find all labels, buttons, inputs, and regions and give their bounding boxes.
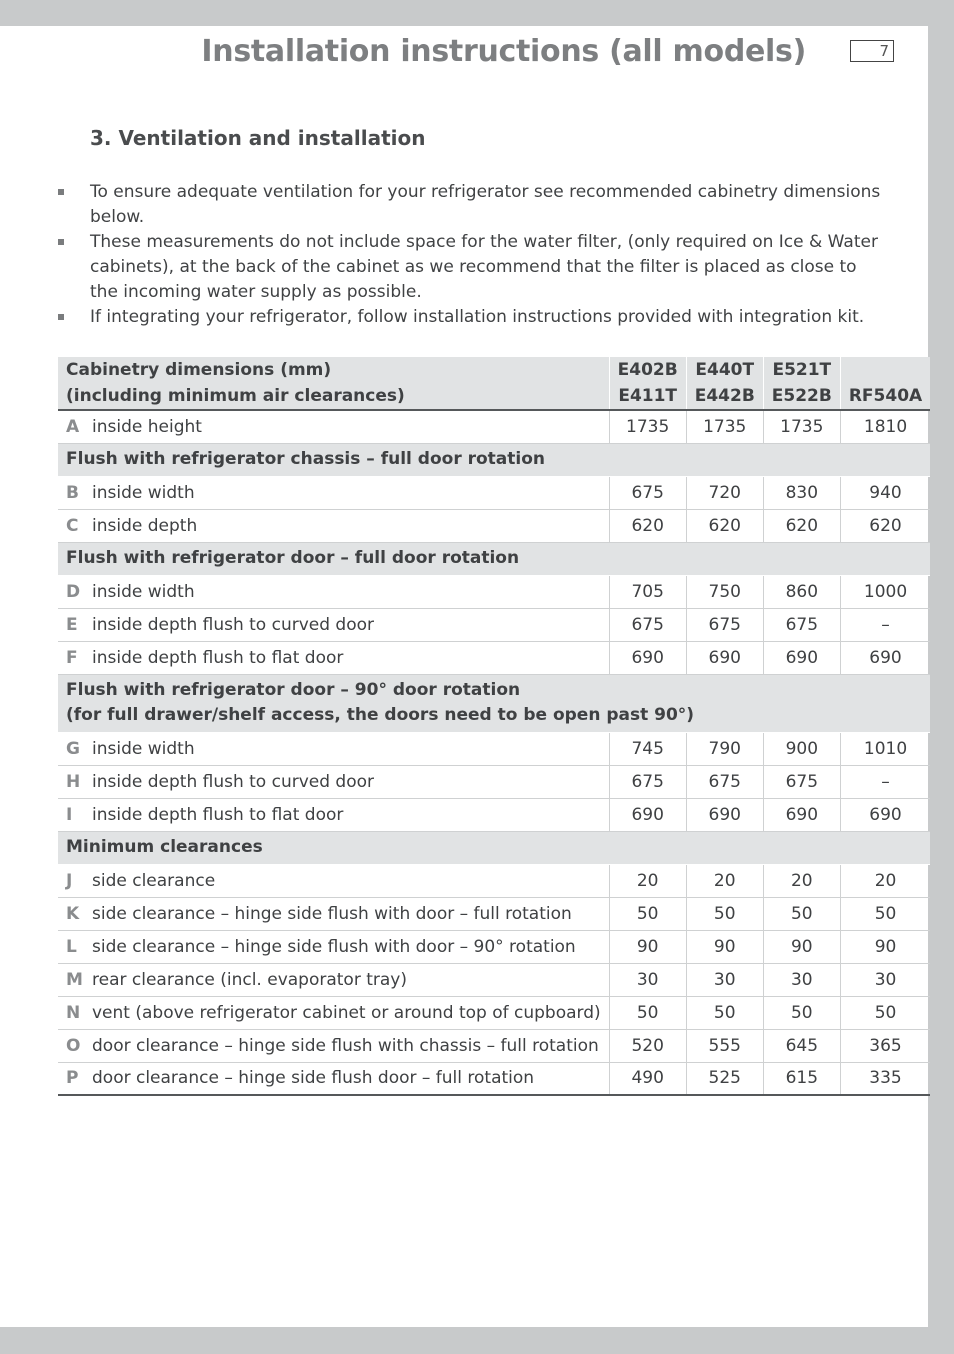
value-cell: 335 xyxy=(840,1062,930,1095)
table-row xyxy=(58,996,930,1029)
value-cell: 1000 xyxy=(840,575,930,608)
row-label: inside width xyxy=(92,738,195,759)
table-row xyxy=(58,864,930,897)
value-cell: 860 xyxy=(763,575,840,608)
value-cell: 525 xyxy=(686,1062,763,1095)
value-cell: 20 xyxy=(686,864,763,897)
value-cell: 830 xyxy=(763,476,840,509)
table-row xyxy=(58,732,930,765)
value-cell: 20 xyxy=(840,864,930,897)
table-row xyxy=(58,798,930,831)
row-label-cell xyxy=(58,641,609,674)
value-cell: 690 xyxy=(686,641,763,674)
table-row xyxy=(58,476,930,509)
row-label-cell xyxy=(58,575,609,608)
value-cell: 90 xyxy=(609,930,686,963)
section-heading xyxy=(58,831,930,864)
value-cell: 620 xyxy=(840,509,930,542)
row-letter: J xyxy=(66,870,73,891)
column-header-e402b xyxy=(609,357,686,410)
table-header-label xyxy=(58,357,609,410)
value-cell: 490 xyxy=(609,1062,686,1095)
table-row xyxy=(58,575,930,608)
value-cell: 30 xyxy=(609,963,686,996)
row-letter: H xyxy=(66,771,81,792)
value-cell: 620 xyxy=(763,509,840,542)
column-model-1: E521T xyxy=(772,360,832,380)
value-cell: 690 xyxy=(840,641,930,674)
row-label-cell xyxy=(58,732,609,765)
bullet-square-icon xyxy=(58,314,64,320)
value-cell: 620 xyxy=(609,509,686,542)
value-cell: 30 xyxy=(686,963,763,996)
value-cell: 690 xyxy=(763,798,840,831)
row-label: inside height xyxy=(92,416,202,437)
value-cell: 645 xyxy=(763,1029,840,1062)
column-header-e521t xyxy=(763,357,840,410)
bullet-text: These measurements do not include space for the water filter, (only required on Ice & Water cabinets), at the back of the cabinet as we recommend that the filter is placed as close to the incoming water supply as possible. xyxy=(90,232,878,302)
row-letter: L xyxy=(66,936,77,957)
value-cell: – xyxy=(840,765,930,798)
value-cell: 50 xyxy=(763,897,840,930)
row-letter: B xyxy=(66,482,79,503)
value-cell: – xyxy=(840,608,930,641)
row-label: inside depth xyxy=(92,515,198,536)
column-model-1: E440T xyxy=(695,360,755,380)
header-line-2: (including minimum air clearances) xyxy=(66,386,405,406)
row-letter: C xyxy=(66,515,79,536)
row-label: side clearance xyxy=(92,870,216,891)
value-cell: 1810 xyxy=(840,410,930,443)
value-cell: 675 xyxy=(763,608,840,641)
section-row xyxy=(58,443,930,476)
row-label-cell xyxy=(58,930,609,963)
column-model-2: RF540A xyxy=(848,386,923,406)
page-number: 7 xyxy=(850,40,894,62)
value-cell: 50 xyxy=(609,996,686,1029)
section-heading-text: Flush with refrigerator door – 90° door rotation xyxy=(66,680,521,700)
row-label-cell xyxy=(58,798,609,831)
value-cell: 690 xyxy=(840,798,930,831)
table-row xyxy=(58,930,930,963)
column-model-1: E402B xyxy=(617,360,678,380)
section-row xyxy=(58,674,930,732)
value-cell: 705 xyxy=(609,575,686,608)
table-row xyxy=(58,963,930,996)
row-label: inside depth flush to flat door xyxy=(92,647,344,668)
bullet-list xyxy=(58,180,888,330)
row-label-cell xyxy=(58,765,609,798)
bullet-item xyxy=(58,230,888,305)
value-cell: 1735 xyxy=(686,410,763,443)
row-label: door clearance – hinge side flush with chassis – full rotation xyxy=(92,1035,599,1056)
bullet-item xyxy=(58,305,888,330)
row-letter: K xyxy=(66,903,80,924)
table-header-row xyxy=(58,357,930,410)
section-heading-text: Minimum clearances xyxy=(66,837,263,857)
value-cell: 20 xyxy=(609,864,686,897)
row-label: door clearance – hinge side flush door – full rotation xyxy=(92,1068,535,1089)
value-cell: 790 xyxy=(686,732,763,765)
row-label-cell xyxy=(58,608,609,641)
value-cell: 940 xyxy=(840,476,930,509)
bullet-square-icon xyxy=(58,239,64,245)
row-letter: O xyxy=(66,1035,81,1056)
value-cell: 50 xyxy=(763,996,840,1029)
row-letter: N xyxy=(66,1002,81,1023)
row-letter: M xyxy=(66,969,83,990)
row-label: side clearance – hinge side flush with door – full rotation xyxy=(92,903,572,924)
column-model-2: E522B xyxy=(771,386,832,406)
row-letter: F xyxy=(66,647,78,668)
row-label: inside width xyxy=(92,581,195,602)
row-label-cell xyxy=(58,864,609,897)
row-label-cell xyxy=(58,509,609,542)
row-letter: E xyxy=(66,614,78,635)
row-label: rear clearance (incl. evaporator tray) xyxy=(92,969,407,990)
row-label-cell xyxy=(58,996,609,1029)
row-label: inside depth flush to curved door xyxy=(92,614,375,635)
value-cell: 1735 xyxy=(609,410,686,443)
value-cell: 1010 xyxy=(840,732,930,765)
section-heading-note: (for full drawer/shelf access, the doors need to be open past 90°) xyxy=(66,705,695,725)
row-label-cell xyxy=(58,1029,609,1062)
table-row xyxy=(58,608,930,641)
value-cell: 20 xyxy=(763,864,840,897)
value-cell: 750 xyxy=(686,575,763,608)
table-row xyxy=(58,1029,930,1062)
row-label-cell xyxy=(58,897,609,930)
row-label-cell xyxy=(58,963,609,996)
section-row xyxy=(58,542,930,575)
value-cell: 690 xyxy=(609,641,686,674)
row-label-cell xyxy=(58,410,609,443)
value-cell: 675 xyxy=(609,476,686,509)
value-cell: 690 xyxy=(686,798,763,831)
row-label-cell xyxy=(58,476,609,509)
row-letter: P xyxy=(66,1068,79,1089)
column-header-rf540a xyxy=(840,357,930,410)
value-cell: 90 xyxy=(763,930,840,963)
value-cell: 900 xyxy=(763,732,840,765)
bullet-text: If integrating your refrigerator, follow installation instructions provided with integration kit. xyxy=(90,307,865,327)
value-cell: 30 xyxy=(763,963,840,996)
document-page xyxy=(0,26,928,1327)
column-model-2: E411T xyxy=(618,386,678,406)
section-title: 3. Ventilation and installation xyxy=(90,126,426,150)
value-cell: 50 xyxy=(609,897,686,930)
value-cell: 675 xyxy=(686,608,763,641)
value-cell: 675 xyxy=(763,765,840,798)
header-line-1: Cabinetry dimensions (mm) xyxy=(66,360,332,380)
value-cell: 1735 xyxy=(763,410,840,443)
value-cell: 675 xyxy=(609,608,686,641)
table-row xyxy=(58,410,930,443)
value-cell: 365 xyxy=(840,1029,930,1062)
cabinetry-dimensions-table xyxy=(58,357,930,1096)
value-cell: 50 xyxy=(686,996,763,1029)
value-cell: 30 xyxy=(840,963,930,996)
value-cell: 50 xyxy=(840,897,930,930)
value-cell: 745 xyxy=(609,732,686,765)
value-cell: 50 xyxy=(840,996,930,1029)
row-letter: I xyxy=(66,804,73,825)
section-heading xyxy=(58,443,930,476)
section-heading xyxy=(58,542,930,575)
value-cell: 675 xyxy=(686,765,763,798)
row-label: vent (above refrigerator cabinet or around top of cupboard) xyxy=(92,1002,601,1023)
value-cell: 90 xyxy=(686,930,763,963)
bullet-item xyxy=(58,180,888,230)
value-cell: 690 xyxy=(609,798,686,831)
section-row xyxy=(58,831,930,864)
table-row xyxy=(58,1062,930,1095)
row-letter: A xyxy=(66,416,80,437)
table-row xyxy=(58,641,930,674)
value-cell: 690 xyxy=(763,641,840,674)
row-label: inside width xyxy=(92,482,195,503)
row-letter: D xyxy=(66,581,81,602)
page-title: Installation instructions (all models) xyxy=(201,34,806,69)
value-cell: 520 xyxy=(609,1029,686,1062)
row-label: inside depth flush to flat door xyxy=(92,804,344,825)
row-label: inside depth flush to curved door xyxy=(92,771,375,792)
table-row xyxy=(58,765,930,798)
section-heading-text: Flush with refrigerator door – full door rotation xyxy=(66,548,520,568)
table-row xyxy=(58,509,930,542)
value-cell: 620 xyxy=(686,509,763,542)
row-label: side clearance – hinge side flush with door – 90° rotation xyxy=(92,936,576,957)
row-letter: G xyxy=(66,738,80,759)
section-heading-text: Flush with refrigerator chassis – full door rotation xyxy=(66,449,546,469)
row-label-cell xyxy=(58,1062,609,1095)
column-header-e440t xyxy=(686,357,763,410)
value-cell: 555 xyxy=(686,1029,763,1062)
column-model-2: E442B xyxy=(694,386,755,406)
value-cell: 675 xyxy=(609,765,686,798)
table-row xyxy=(58,897,930,930)
value-cell: 615 xyxy=(763,1062,840,1095)
value-cell: 720 xyxy=(686,476,763,509)
value-cell: 90 xyxy=(840,930,930,963)
bullet-text: To ensure adequate ventilation for your refrigerator see recommended cabinetry dimensions below. xyxy=(90,182,881,227)
section-heading xyxy=(58,674,930,732)
value-cell: 50 xyxy=(686,897,763,930)
bullet-square-icon xyxy=(58,189,64,195)
